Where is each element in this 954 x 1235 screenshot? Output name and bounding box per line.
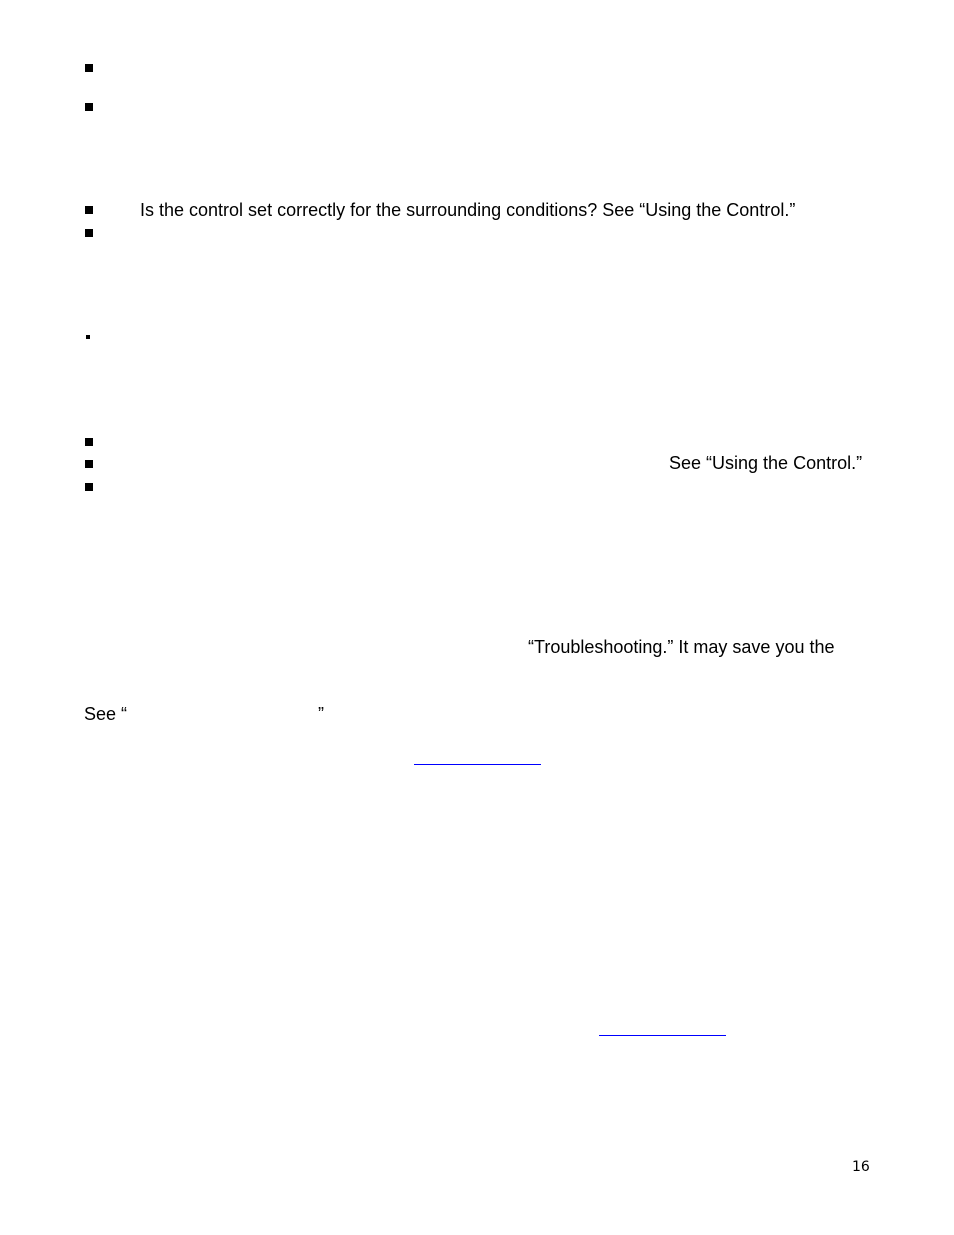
bullet-5: [86, 335, 90, 339]
bullet-8: [85, 483, 93, 491]
link-underline-2[interactable]: [599, 1035, 726, 1036]
bullet-4: [85, 229, 93, 237]
bullet-1: [85, 64, 93, 72]
see-control-text: See “Using the Control.”: [669, 453, 863, 473]
see-prefix-text: See “: [84, 704, 128, 724]
bullet-3: [85, 206, 93, 214]
check-control-text: Is the control set correctly for the surrounding conditions? See “Using the Control.”: [140, 200, 796, 220]
bullet-2: [85, 103, 93, 111]
bullet-7: [85, 460, 93, 468]
bullet-6: [85, 438, 93, 446]
see-suffix-text: ”: [318, 704, 324, 724]
link-underline-1[interactable]: [414, 764, 541, 765]
page-number: 16: [852, 1159, 870, 1175]
troubleshooting-text: “Troubleshooting.” It may save you the: [528, 637, 835, 657]
